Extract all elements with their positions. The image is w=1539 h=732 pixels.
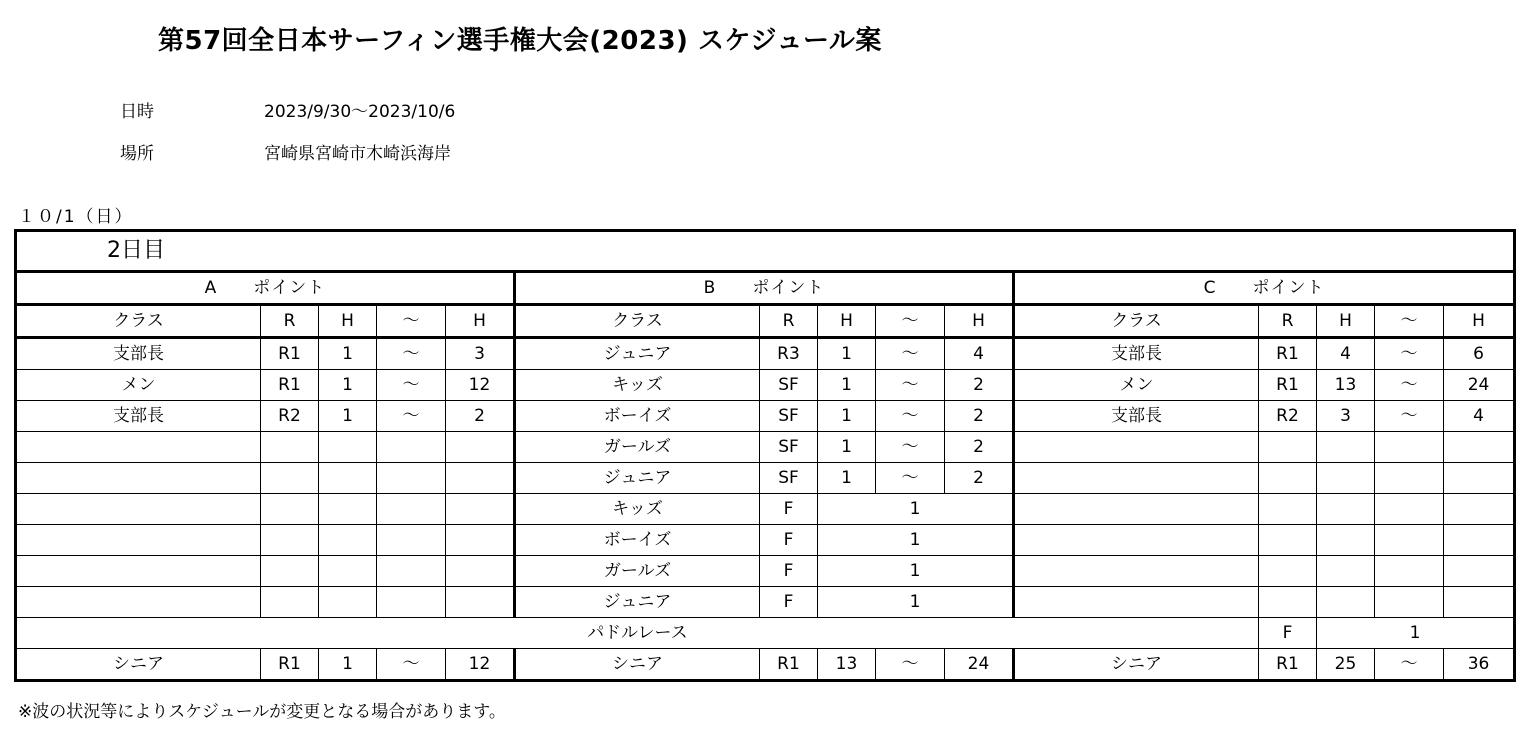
cell-c-h-to: 6	[1444, 338, 1515, 370]
cell-c-r: R2	[1259, 401, 1317, 432]
cell-b-class: ジュニア	[515, 463, 760, 494]
cell-b-class: ボーイズ	[515, 525, 760, 556]
cell-b-heat: 1	[818, 556, 1014, 587]
table-row	[16, 370, 1515, 401]
paddle-race-label: パドルレース	[16, 618, 1259, 649]
cell-a-class: シニア	[16, 649, 261, 681]
cell-b-r: F	[760, 556, 818, 587]
cell-c-h-from	[1317, 463, 1375, 494]
col-r: R	[1259, 305, 1317, 338]
cell-c-r: R1	[1259, 338, 1317, 370]
point-header-row	[16, 272, 1515, 305]
point-c-header: C ポイント	[1014, 272, 1515, 305]
cell-c-h-to	[1444, 432, 1515, 463]
cell-c-class: メン	[1014, 370, 1259, 401]
cell-b-class: ボーイズ	[515, 401, 760, 432]
cell-b-class: ジュニア	[515, 338, 760, 370]
table-row	[16, 338, 1515, 370]
cell-b-h-to: 2	[945, 370, 1014, 401]
cell-b-r: F	[760, 587, 818, 618]
cell-b-h-from: 13	[818, 649, 876, 681]
cell-a-h-to	[446, 432, 515, 463]
table-row	[16, 494, 1515, 525]
col-r: R	[760, 305, 818, 338]
col-h2: H	[945, 305, 1014, 338]
cell-b-tilde: ～	[876, 401, 945, 432]
col-h2: H	[1444, 305, 1515, 338]
cell-c-r	[1259, 432, 1317, 463]
col-tilde: ～	[876, 305, 945, 338]
cell-a-h-to: 2	[446, 401, 515, 432]
paddle-race-row	[16, 618, 1515, 649]
place-label: 場所	[120, 144, 154, 164]
cell-a-class	[16, 432, 261, 463]
cell-c-tilde: ～	[1375, 338, 1444, 370]
senior-row	[16, 649, 1515, 681]
cell-a-class: メン	[16, 370, 261, 401]
col-h: H	[319, 305, 377, 338]
cell-c-class: 支部長	[1014, 401, 1259, 432]
cell-c-h-to	[1444, 463, 1515, 494]
cell-b-r: R3	[760, 338, 818, 370]
col-h: H	[1317, 305, 1375, 338]
cell-b-h-from: 1	[818, 401, 876, 432]
cell-b-h-from: 1	[818, 463, 876, 494]
paddle-race-r: F	[1259, 618, 1317, 649]
cell-b-h-to: 24	[945, 649, 1014, 681]
cell-c-tilde: ～	[1375, 401, 1444, 432]
cell-b-tilde: ～	[876, 370, 945, 401]
cell-c-tilde: ～	[1375, 370, 1444, 401]
table-row	[16, 556, 1515, 587]
cell-c-class	[1014, 463, 1259, 494]
cell-b-heat: 1	[818, 587, 1014, 618]
cell-b-h-to: 2	[945, 463, 1014, 494]
schedule-table	[14, 229, 1516, 682]
cell-c-class: シニア	[1014, 649, 1259, 681]
cell-a-h-from: 1	[319, 401, 377, 432]
cell-c-h-to: 36	[1444, 649, 1515, 681]
schedule-date: １０/1（日）	[18, 207, 134, 227]
cell-a-h-to	[446, 463, 515, 494]
cell-a-h-from: 1	[319, 649, 377, 681]
cell-c-h-from	[1317, 432, 1375, 463]
cell-b-heat: 1	[818, 494, 1014, 525]
cell-c-tilde	[1375, 463, 1444, 494]
cell-a-r: R1	[261, 370, 319, 401]
point-b-header: B ポイント	[515, 272, 1014, 305]
col-tilde: ～	[377, 305, 446, 338]
cell-b-class: ジュニア	[515, 587, 760, 618]
place-value: 宮崎県宮崎市木崎浜海岸	[264, 144, 451, 164]
cell-c-class	[1014, 432, 1259, 463]
cell-b-tilde: ～	[876, 649, 945, 681]
cell-a-tilde: ～	[377, 649, 446, 681]
cell-c-r	[1259, 463, 1317, 494]
cell-a-r	[261, 463, 319, 494]
cell-c-h-from: 13	[1317, 370, 1375, 401]
cell-a-r: R1	[261, 338, 319, 370]
table-row	[16, 525, 1515, 556]
cell-b-h-from: 1	[818, 338, 876, 370]
cell-a-h-from	[319, 463, 377, 494]
cell-a-tilde	[377, 432, 446, 463]
cell-c-class: 支部長	[1014, 338, 1259, 370]
cell-b-r: SF	[760, 463, 818, 494]
cell-a-h-to: 12	[446, 370, 515, 401]
cell-a-class: 支部長	[16, 401, 261, 432]
cell-b-r: F	[760, 525, 818, 556]
cell-a-tilde	[377, 463, 446, 494]
cell-b-r: SF	[760, 401, 818, 432]
cell-b-h-to: 2	[945, 401, 1014, 432]
col-h2: H	[446, 305, 515, 338]
cell-a-r	[261, 432, 319, 463]
cell-a-h-to: 12	[446, 649, 515, 681]
cell-b-h-from: 1	[818, 370, 876, 401]
cell-a-h-from: 1	[319, 370, 377, 401]
table-row	[16, 432, 1515, 463]
table-row	[16, 401, 1515, 432]
cell-a-tilde: ～	[377, 401, 446, 432]
cell-b-r: SF	[760, 432, 818, 463]
cell-a-h-from	[319, 432, 377, 463]
cell-a-class	[16, 463, 261, 494]
date-value: 2023/9/30～2023/10/6	[264, 102, 456, 122]
cell-a-r: R2	[261, 401, 319, 432]
cell-c-tilde: ～	[1375, 649, 1444, 681]
cell-c-r: R1	[1259, 370, 1317, 401]
table-row	[16, 463, 1515, 494]
cell-b-tilde: ～	[876, 463, 945, 494]
date-label: 日時	[120, 102, 154, 122]
cell-b-r: SF	[760, 370, 818, 401]
cell-b-class: ガールズ	[515, 556, 760, 587]
footnote: ※波の状況等によりスケジュールが変更となる場合があります。	[18, 702, 506, 722]
col-class: クラス	[1014, 305, 1259, 338]
cell-b-h-to: 4	[945, 338, 1014, 370]
cell-a-h-from: 1	[319, 338, 377, 370]
col-h: H	[818, 305, 876, 338]
cell-c-h-from: 25	[1317, 649, 1375, 681]
cell-b-h-from: 1	[818, 432, 876, 463]
cell-a-r: R1	[261, 649, 319, 681]
cell-b-r: R1	[760, 649, 818, 681]
cell-c-h-to: 24	[1444, 370, 1515, 401]
cell-b-class: シニア	[515, 649, 760, 681]
cell-c-r: R1	[1259, 649, 1317, 681]
cell-c-h-to: 4	[1444, 401, 1515, 432]
cell-c-h-from: 4	[1317, 338, 1375, 370]
cell-a-class: 支部長	[16, 338, 261, 370]
cell-b-class: キッズ	[515, 494, 760, 525]
cell-a-tilde: ～	[377, 338, 446, 370]
table-row	[16, 587, 1515, 618]
paddle-race-heat: 1	[1317, 618, 1515, 649]
cell-b-tilde: ～	[876, 432, 945, 463]
cell-a-tilde: ～	[377, 370, 446, 401]
cell-b-heat: 1	[818, 525, 1014, 556]
column-header-row	[16, 305, 1515, 338]
page-title: 第57回全日本サーフィン選手権大会(2023) スケジュール案	[158, 26, 882, 56]
col-tilde: ～	[1375, 305, 1444, 338]
cell-b-r: F	[760, 494, 818, 525]
col-r: R	[261, 305, 319, 338]
point-a-header: A ポイント	[16, 272, 515, 305]
cell-c-tilde	[1375, 432, 1444, 463]
col-class: クラス	[515, 305, 760, 338]
col-class: クラス	[16, 305, 261, 338]
day-title: 2日目	[16, 231, 1515, 272]
cell-b-class: ガールズ	[515, 432, 760, 463]
cell-b-h-to: 2	[945, 432, 1014, 463]
cell-a-h-to: 3	[446, 338, 515, 370]
cell-b-tilde: ～	[876, 338, 945, 370]
cell-c-h-from: 3	[1317, 401, 1375, 432]
cell-b-class: キッズ	[515, 370, 760, 401]
day-title-row	[16, 231, 1515, 272]
